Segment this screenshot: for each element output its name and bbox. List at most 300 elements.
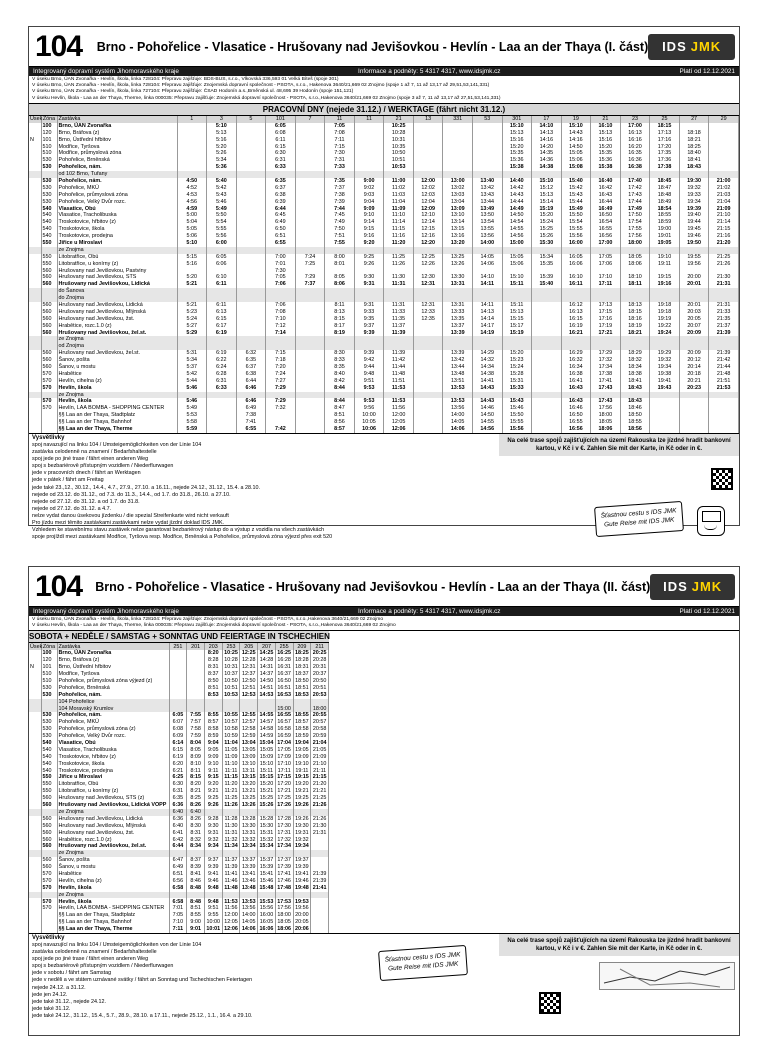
departure-time: 11:37 — [384, 323, 414, 330]
departure-time: 19:34 — [650, 364, 680, 371]
departure-time: 15:39 — [258, 864, 276, 871]
departure-time — [311, 699, 329, 706]
departure-time: 18:13 — [620, 302, 650, 309]
stop-name: Troskotovice, škola — [57, 226, 177, 233]
departure-time: 20:59 — [311, 733, 329, 740]
departure-time — [258, 809, 276, 816]
section-cell — [29, 171, 41, 178]
zone-cell — [41, 919, 57, 926]
section-cell — [29, 405, 41, 412]
departure-time: 4:50 — [177, 178, 207, 185]
table-row — [29, 212, 739, 219]
departure-time — [295, 288, 325, 295]
departure-time: 8:00 — [325, 254, 355, 261]
departure-time: 19:30 — [679, 178, 709, 185]
departure-time: 15:20 — [258, 781, 276, 788]
departure-time: 19:32 — [650, 357, 680, 364]
departure-time: 10:25 — [224, 650, 238, 657]
departure-time: 10:53 — [384, 164, 414, 171]
departure-time: 5:59 — [177, 426, 207, 433]
departure-time — [502, 268, 532, 275]
departure-time: 17:49 — [620, 206, 650, 213]
departure-time: 9:31 — [204, 830, 222, 837]
departure-time: 14:57 — [258, 719, 276, 726]
section-cell — [29, 412, 41, 419]
section-cell — [29, 905, 41, 912]
departure-time: 15:14 — [532, 199, 562, 206]
departure-time — [236, 206, 266, 213]
departure-time: 4:56 — [177, 199, 207, 206]
departure-time: 18:11 — [620, 281, 650, 288]
departure-time — [413, 268, 443, 275]
departure-time: 17:43 — [591, 398, 621, 405]
departure-time: 15:56 — [561, 233, 591, 240]
departure-time: 5:04 — [177, 219, 207, 226]
departure-time — [532, 385, 562, 392]
table-row — [29, 809, 329, 816]
departure-time: 17:19 — [591, 323, 621, 330]
section-cell — [29, 130, 41, 137]
departure-time: 13:31 — [240, 830, 258, 837]
departure-time — [591, 247, 621, 254]
departure-time: 8:30 — [325, 350, 355, 357]
departure-time — [709, 150, 739, 157]
section-cell — [29, 809, 41, 816]
departure-time: 17:56 — [591, 405, 621, 412]
departure-time: 21:42 — [709, 357, 739, 364]
departure-time: 18:25 — [294, 650, 309, 657]
stop-name: do Znojma — [57, 295, 177, 302]
departure-time: 10:37 — [222, 671, 240, 678]
departure-time: 12:53 — [241, 691, 256, 698]
notes-heading: Vysvětlivky — [32, 934, 65, 941]
departure-time — [709, 336, 739, 343]
departure-time: 12:59 — [240, 733, 258, 740]
departure-time — [679, 247, 709, 254]
departure-time — [295, 171, 325, 178]
departure-time: 15:10 — [502, 274, 532, 281]
departure-time — [258, 892, 276, 899]
departure-time: 9:33 — [354, 309, 384, 316]
trip-number: 207 — [258, 643, 276, 650]
departure-time — [236, 130, 266, 137]
departure-time: 7:35 — [325, 178, 355, 185]
departure-time: 13:56 — [472, 233, 502, 240]
departure-time: 11:20 — [222, 781, 240, 788]
departure-time: 9:46 — [204, 878, 222, 885]
departure-time: 14:51 — [258, 685, 276, 692]
section-cell — [29, 268, 41, 275]
note-item: jede v sobotu / fährt am Samstag — [32, 970, 112, 977]
departure-time — [472, 336, 502, 343]
departure-time — [443, 164, 473, 171]
departure-time: 13:09 — [240, 754, 258, 761]
departure-time: 5:20 — [177, 274, 207, 281]
departure-time — [295, 192, 325, 199]
departure-time: 9:48 — [204, 885, 222, 892]
zone-cell — [41, 288, 57, 295]
departure-time: 11:35 — [384, 316, 414, 323]
stop-name: Šanov, u mostu — [57, 364, 177, 371]
departure-time — [236, 316, 266, 323]
stop-name: Brno, ÚAN Zvonařka — [57, 123, 177, 130]
departure-time — [354, 150, 384, 157]
departure-time: 13:03 — [443, 192, 473, 199]
zone-cell: 570 — [41, 885, 57, 892]
trip-number: 253 — [222, 643, 240, 650]
departure-time — [207, 171, 237, 178]
departure-time: 15:54 — [561, 219, 591, 226]
departure-time: 12:00 — [384, 412, 414, 419]
zone-cell — [41, 247, 57, 254]
operator-line: V úseku Brno, ÚAN Zvonařka - Hevlín, škola, linka 727104: Přepravu zajišťuje: ČSAD Hodonín a.s.,Brněnská ul. 48,695 39 Hodonín (spoje 151,121) — [32, 89, 354, 95]
departure-time: 11:30 — [222, 823, 240, 830]
table-row — [29, 385, 739, 392]
departure-time: 17:10 — [591, 274, 621, 281]
departure-time: 18:51 — [293, 685, 311, 692]
departure-time — [354, 392, 384, 399]
section-cell — [29, 650, 41, 657]
departure-time: 6:41 — [169, 830, 187, 837]
departure-time: 21:31 — [709, 281, 739, 288]
departure-time — [187, 892, 205, 899]
departure-time: 6:51 — [169, 871, 187, 878]
departure-time — [472, 343, 502, 350]
departure-time: 13:00 — [443, 178, 473, 185]
departure-time: 15:13 — [591, 130, 621, 137]
departure-time: 8:55 — [204, 712, 222, 719]
departure-time: 7:15 — [325, 143, 355, 150]
zone-cell: 560 — [41, 802, 57, 809]
departure-time: 12:05 — [222, 919, 240, 926]
greeting-sign: Šťastnou cestu s IDS JMK Gute Reise mit IDS JMK — [594, 501, 684, 537]
departure-time: 4:52 — [177, 185, 207, 192]
departure-time: 12:31 — [413, 302, 443, 309]
departure-time — [679, 343, 709, 350]
departure-time: 8:44 — [325, 385, 355, 392]
zone-cell: 510 — [41, 150, 57, 157]
departure-time: 19:33 — [679, 192, 709, 199]
zone-cell — [41, 343, 57, 350]
zone-cell: 570 — [41, 871, 57, 878]
departure-time: 6:35 — [266, 178, 296, 185]
departure-time: 7:37 — [295, 281, 325, 288]
table-row — [29, 350, 739, 357]
table-row — [29, 164, 739, 171]
departure-time — [295, 185, 325, 192]
departure-time: 15:37 — [258, 857, 276, 864]
zone-cell — [41, 850, 57, 857]
departure-time: 8:47 — [325, 405, 355, 412]
departure-time: 12:26 — [413, 261, 443, 268]
zone-cell: 530 — [41, 733, 57, 740]
departure-time — [413, 171, 443, 178]
departure-time: 10:55 — [224, 712, 238, 719]
departure-time — [472, 171, 502, 178]
section-cell — [29, 795, 41, 802]
departure-time — [413, 357, 443, 364]
departure-time: 13:51 — [443, 378, 473, 385]
stop-name: Hevlín, LAA BOMBA - SHOPPING CENTER — [57, 405, 177, 412]
zone-cell: 530 — [41, 192, 57, 199]
departure-time: 16:41 — [561, 378, 591, 385]
departure-time: 9:10 — [354, 212, 384, 219]
departure-time: 6:46 — [236, 398, 266, 405]
zone-cell: 570 — [41, 905, 57, 912]
departure-time: 17:50 — [620, 212, 650, 219]
departure-time — [177, 336, 207, 343]
departure-time — [236, 392, 266, 399]
section-cell — [29, 398, 41, 405]
departure-time: 11:10 — [384, 212, 414, 219]
departure-time: 9:37 — [204, 857, 222, 864]
table-row — [29, 268, 739, 275]
departure-time — [443, 288, 473, 295]
table-row — [29, 247, 739, 254]
departure-time: 12:28 — [240, 657, 258, 664]
stop-name: 104 Pohořelice — [57, 699, 169, 706]
departure-time — [620, 336, 650, 343]
departure-time — [561, 288, 591, 295]
departure-time: 12:57 — [240, 719, 258, 726]
departure-time — [204, 699, 222, 706]
route-title: Brno - Pohořelice - Vlasatice - Hrušovany nad Jevišovkou - Hevlín - Laa an der Thaya (I. část) — [96, 39, 649, 54]
departure-time: 7:59 — [187, 733, 205, 740]
table-row — [29, 302, 739, 309]
stop-name: Hrušovany nad Jevišovkou, žel.st. — [57, 330, 177, 337]
table-row — [29, 664, 329, 671]
stop-name: Hrušovany nad Jevišovkou, Lidická VOPP — [57, 802, 169, 809]
departure-time: 13:31 — [443, 281, 473, 288]
departure-time: 11:09 — [384, 206, 414, 213]
departure-time: 15:23 — [502, 357, 532, 364]
departure-time — [177, 295, 207, 302]
departure-time — [266, 295, 296, 302]
departure-time: 21:10 — [709, 212, 739, 219]
departure-time — [169, 685, 187, 692]
departure-time: 6:39 — [266, 199, 296, 206]
departure-time: 9:56 — [354, 405, 384, 412]
stop-name: Pohořelice, Velký Dvůr rozc. — [57, 199, 177, 206]
departure-time: 8:50 — [204, 678, 222, 685]
departure-time: 18:00 — [311, 706, 329, 713]
trip-number: 29 — [709, 116, 739, 123]
departure-time: 8:01 — [325, 261, 355, 268]
stop-name: od 102 Brno, Tuřany — [57, 171, 177, 178]
zone-cell: 560 — [41, 816, 57, 823]
departure-time: 5:46 — [177, 398, 207, 405]
info-bar: Integrovaný dopravní systém Jihomoravského kraje Informace a podněty: 5 4317 4317, www.idsjmk.cz Platí od 12.12.2021 — [29, 607, 739, 616]
departure-time — [295, 316, 325, 323]
departure-time — [472, 157, 502, 164]
zone-cell: 560 — [41, 864, 57, 871]
departure-time: 15:00 — [275, 706, 293, 713]
departure-time: 18:05 — [275, 919, 293, 926]
departure-time: 8:51 — [204, 685, 222, 692]
section-cell — [29, 247, 41, 254]
departure-time — [177, 150, 207, 157]
section-cell — [29, 426, 41, 433]
departure-time: 18:49 — [650, 199, 680, 206]
trip-number: 27 — [679, 116, 709, 123]
departure-time — [236, 164, 266, 171]
departure-time: 15:11 — [502, 281, 532, 288]
departure-time: 12:50 — [240, 678, 258, 685]
zone-cell: 101 — [41, 137, 57, 144]
departure-time — [295, 364, 325, 371]
departure-time: 20:25 — [312, 650, 327, 657]
departure-time — [502, 343, 532, 350]
departure-time: 13:15 — [443, 226, 473, 233]
zone-cell: 550 — [41, 774, 57, 781]
departure-time: 15:15 — [259, 774, 274, 781]
departure-time — [354, 288, 384, 295]
departure-time: 13:04 — [443, 199, 473, 206]
departure-time — [443, 268, 473, 275]
departure-time — [413, 123, 443, 130]
departure-time — [295, 309, 325, 316]
departure-time: 5:49 — [207, 206, 237, 213]
card-payment-notice: Na celé trase spojů zajišťujících na území Rakouska lze jízdné hradit bankovní kartou, v Kč i v €. Zahlen Sie mit der Karte, in Kč oder in €. — [499, 434, 739, 456]
departure-time: 17:06 — [591, 261, 621, 268]
zone-cell: 550 — [41, 781, 57, 788]
departure-time: 5:10 — [177, 240, 207, 247]
departure-time: 6:22 — [207, 357, 237, 364]
departure-time: 14:36 — [532, 157, 562, 164]
trip-number: 211 — [311, 643, 329, 650]
departure-time: 13:02 — [443, 185, 473, 192]
departure-time: 11:11 — [222, 768, 240, 775]
departure-time: 11:15 — [222, 774, 240, 781]
departure-time: 9:09 — [204, 754, 222, 761]
departure-time: 13:10 — [240, 761, 258, 768]
departure-time: 17:48 — [277, 884, 292, 891]
departure-time — [266, 247, 296, 254]
departure-time: 13:39 — [240, 864, 258, 871]
departure-time: 11:53 — [384, 385, 414, 392]
departure-time: 6:24 — [207, 364, 237, 371]
stop-name: Litobratřice, u konírny (z) — [57, 788, 169, 795]
departure-time: 15:20 — [591, 143, 621, 150]
departure-time: 8:51 — [325, 412, 355, 419]
note-item: Pro jízdu mezi těmito zastávkami zastávkami nelze vydat jízdní doklad IDS JMK. — [32, 520, 225, 527]
departure-time — [295, 405, 325, 412]
departure-time: 19:32 — [679, 185, 709, 192]
departure-time — [187, 850, 205, 857]
departure-time: 15:24 — [502, 364, 532, 371]
departure-time: 9:30 — [204, 823, 222, 830]
notes-section — [29, 933, 739, 1053]
section-cell — [29, 185, 41, 192]
departure-time — [650, 419, 680, 426]
table-row — [29, 219, 739, 226]
departure-time: 7:50 — [325, 226, 355, 233]
departure-time: 11:51 — [384, 378, 414, 385]
departure-time: 6:14 — [169, 740, 187, 747]
departure-time: 17:13 — [650, 130, 680, 137]
departure-time: 16:58 — [275, 726, 293, 733]
departure-time: 6:19 — [207, 330, 237, 337]
departure-time: 17:10 — [275, 761, 293, 768]
note-item: nejede 24.12. a 31.12. — [32, 984, 86, 991]
departure-time: 19:26 — [294, 802, 309, 809]
stop-name: Brno, Bráfova (z) — [57, 130, 177, 137]
stop-name: Hrušovany nad Jevišovkou, Mlýnská — [57, 823, 169, 830]
departure-time: 14:35 — [532, 150, 562, 157]
stop-name: Brno, ÚAN Zvonařka — [57, 650, 169, 657]
departure-time: 21:26 — [709, 261, 739, 268]
departure-time — [295, 371, 325, 378]
departure-time — [266, 171, 296, 178]
departure-time: 5:34 — [207, 157, 237, 164]
departure-time: 21:35 — [709, 316, 739, 323]
line-number: 104 — [35, 569, 83, 603]
departure-time: 9:02 — [354, 185, 384, 192]
stop-name: Modřice, Tyršova — [57, 671, 169, 678]
departure-time: 21:16 — [709, 233, 739, 240]
departure-time: 14:44 — [502, 199, 532, 206]
departure-time: 6:49 — [236, 405, 266, 412]
departure-time: 21:04 — [709, 199, 739, 206]
departure-time: 11:31 — [384, 302, 414, 309]
departure-time: 5:37 — [177, 364, 207, 371]
section-cell — [29, 740, 41, 747]
departure-time: 14:43 — [561, 130, 591, 137]
departure-time: 12:04 — [413, 199, 443, 206]
departure-time: 21:26 — [311, 816, 329, 823]
departure-time — [650, 295, 680, 302]
departure-time: 13:55 — [472, 226, 502, 233]
departure-time — [169, 706, 187, 713]
departure-time: 10:31 — [222, 664, 240, 671]
table-row — [29, 405, 739, 412]
departure-time: 6:13 — [207, 309, 237, 316]
departure-time: 9:25 — [354, 254, 384, 261]
departure-time — [266, 288, 296, 295]
departure-time — [295, 178, 325, 185]
departure-time — [222, 850, 240, 857]
departure-time: 19:10 — [650, 254, 680, 261]
departure-time — [236, 178, 266, 185]
departure-time: 5:46 — [177, 385, 207, 392]
departure-time — [207, 336, 237, 343]
table-row — [29, 733, 329, 740]
departure-time: 5:49 — [177, 405, 207, 412]
departure-time — [240, 809, 258, 816]
operators-list — [29, 616, 739, 631]
departure-time: 8:15 — [187, 774, 205, 781]
note-item: jede také 23.,12., 30.12., 14.4., 4.7., 27.9., 27.10. a 16.11., nejede 24.12., 31.12., 15.4. a 28.10. — [32, 484, 260, 491]
zone-cell — [41, 926, 57, 933]
departure-time: 14:38 — [472, 371, 502, 378]
departure-time: 8:26 — [187, 802, 205, 809]
zone-cell: 550 — [41, 261, 57, 268]
departure-time: 11:20 — [384, 240, 414, 247]
section-cell — [29, 123, 41, 130]
zone-cell: 530 — [41, 719, 57, 726]
departure-time: 12:31 — [413, 281, 443, 288]
note-item: spoje projíždí mezi zastávkami Modřice, Tyršova resp. Modřice, Brněnská a Pohořelice, průmyslová zóna výjezd přes exit 520 — [32, 534, 333, 541]
table-row — [29, 830, 329, 837]
departure-time: 13:05 — [240, 747, 258, 754]
departure-time: 11:39 — [384, 330, 414, 337]
departure-time: 17:36 — [650, 157, 680, 164]
departure-time: 10:00 — [204, 919, 222, 926]
departure-time — [620, 268, 650, 275]
departure-time: 7:00 — [266, 254, 296, 261]
departure-time — [443, 343, 473, 350]
departure-time — [187, 692, 205, 699]
